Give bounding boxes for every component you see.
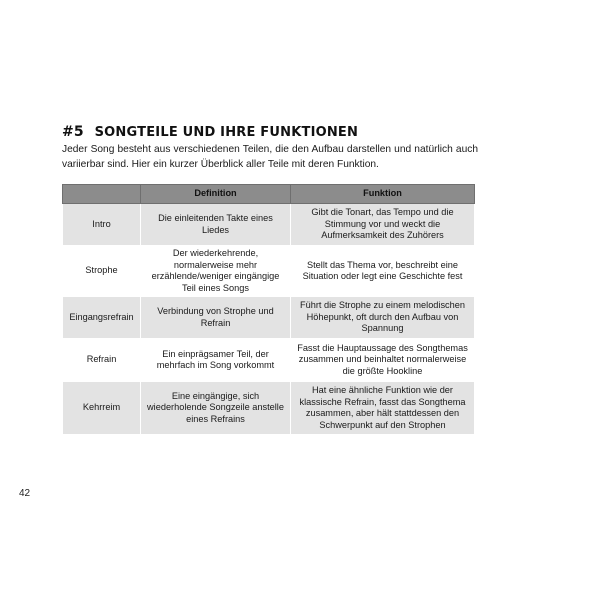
function-cell: Führt die Strophe zu einem melodischen Höhepunkt, oft durch den Aufbau von Spannung <box>291 297 475 339</box>
part-name-cell: Intro <box>63 204 141 246</box>
song-parts-table <box>62 184 475 435</box>
definition-cell: Die einleitenden Takte eines Liedes <box>141 204 291 246</box>
section-number: #5 <box>62 124 84 140</box>
table-row <box>63 339 475 382</box>
section-heading <box>62 124 358 140</box>
table-row <box>63 204 475 246</box>
definition-cell: Eine eingängige, sich wiederholende Songzeile anstelle eines Refrains <box>141 382 291 435</box>
header-cell-definition: Definition <box>141 185 291 204</box>
function-cell: Fasst die Hauptaussage des Songthemas zusammen und beinhaltet normalerweise die größte Hookline <box>291 339 475 382</box>
header-cell-function: Funktion <box>291 185 475 204</box>
table-header-row <box>63 185 475 204</box>
section-title: SONGTEILE UND IHRE FUNKTIONEN <box>94 125 359 140</box>
intro-paragraph: Jeder Song besteht aus verschiedenen Teilen, die den Aufbau darstellen und natürlich auch variierbar sind. Hier ein kurzer Überblick aller Teile mit deren Funktion. <box>62 144 478 170</box>
table-row <box>63 297 475 339</box>
table-row <box>63 382 475 435</box>
part-name-cell: Strophe <box>63 246 141 297</box>
definition-cell: Ein einprägsamer Teil, der mehrfach im Song vorkommt <box>141 339 291 382</box>
definition-cell: Verbindung von Strophe und Refrain <box>141 297 291 339</box>
definition-cell: Der wiederkehrende, normalerweise mehr erzählende/weniger eingängige Teil eines Songs <box>141 246 291 297</box>
function-cell: Stellt das Thema vor, beschreibt eine Situation oder legt eine Geschichte fest <box>291 246 475 297</box>
header-cell-empty <box>63 185 141 204</box>
function-cell: Hat eine ähnliche Funktion wie der klassische Refrain, fasst das Songthema zusammen, aber hält stattdessen den Schwerpunkt auf den Strophen <box>291 382 475 435</box>
table-row <box>63 246 475 297</box>
part-name-cell: Eingangsrefrain <box>63 297 141 339</box>
part-name-cell: Refrain <box>63 339 141 382</box>
function-cell: Gibt die Tonart, das Tempo und die Stimmung vor und weckt die Aufmerksamkeit des Zuhörers <box>291 204 475 246</box>
page-number: 42 <box>19 488 31 499</box>
part-name-cell: Kehrreim <box>63 382 141 435</box>
